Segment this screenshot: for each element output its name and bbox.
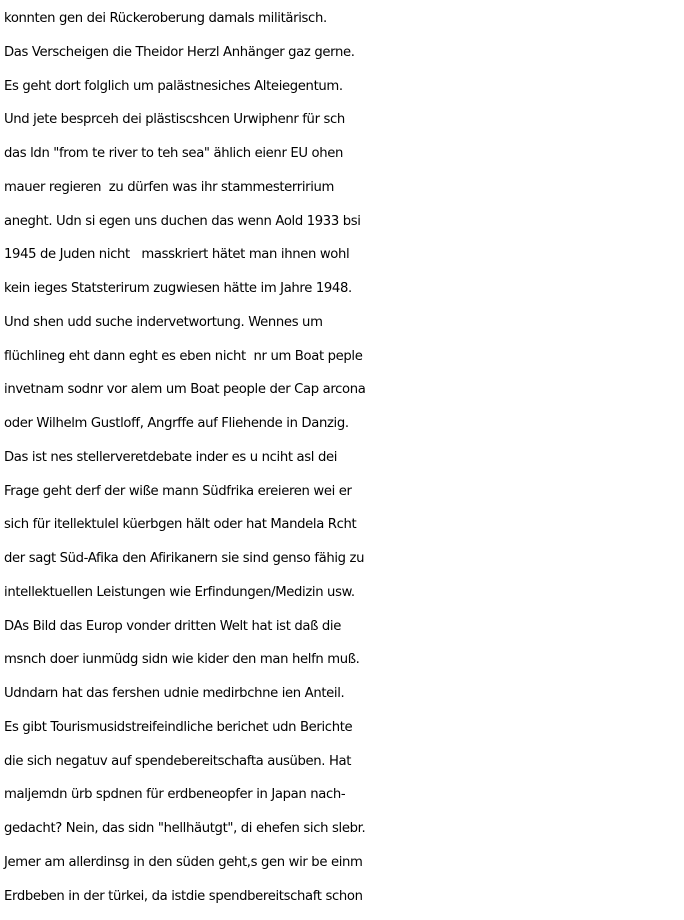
text-line-1: konnten gen dei Rückeroberung damals militärisch. — [4, 11, 327, 26]
text-line-9: kein ieges Statsterirum zugwiesen hätte im Jahre 1948. — [4, 281, 352, 296]
text-line-10: Und shen udd suche indervetwortung. Wennes um — [4, 314, 323, 330]
text-line-17: der sagt Süd-Afika den Afirikanern sie sind genso fähig zu — [4, 551, 365, 566]
document-body-text — [4, 2, 684, 913]
text-line-4: Und jete besprceh dei plästiscshcen Urwiphenr für sch — [4, 112, 345, 128]
text-line-13: oder Wilhelm Gustloff, Angrffe auf Fliehende in Danzig. — [4, 416, 349, 431]
text-line-23: die sich negatuv auf spendebereitschafta ausüben. Hat — [4, 753, 352, 769]
text-line-20: msnch doer iunmüdg sidn wie kider den man helfn muß. — [4, 652, 360, 668]
text-line-24: maljemdn ürb spdnen für erdbeneopfer in Japan nach- — [4, 787, 346, 803]
text-line-11: flüchlineg eht dann eght es eben nicht nr um Boat peple — [4, 348, 363, 364]
text-line-3: Es geht dort folglich um palästnesiches Alteiegentum. — [4, 78, 343, 94]
text-line-27: Erdbeben in der türkei, da istdie spendbereitschaft schon — [4, 888, 363, 904]
text-line-16: sich für itellektulel küerbgen hält oder hat Mandela Rcht — [4, 517, 357, 533]
text-line-18: intellektuellen Leistungen wie Erfindungen/Medizin usw. — [4, 584, 355, 600]
text-line-25: gedacht? Nein, das sidn "hellhäutgt", di ehefen sich slebr. — [4, 821, 366, 836]
text-line-21: Udndarn hat das fershen udnie medirbchne ien Anteil. — [4, 686, 345, 701]
text-line-15: Frage geht derf der wiße mann Südfrika ereieren wei er — [4, 483, 352, 499]
text-line-8: 1945 de Juden nicht masskriert hätet man ihnen wohl — [4, 247, 350, 263]
text-line-26: Jemer am allerdinsg in den süden geht,s gen wir be einm — [4, 854, 363, 870]
text-line-5: das ldn "from te river to teh sea" ählich eienr EU ohen — [4, 146, 343, 161]
text-line-14: Das ist nes stellerveretdebate inder es u nciht asl dei — [4, 449, 338, 465]
text-line-7: aneght. Udn si egen uns duchen das wenn Aold 1933 bsi — [4, 213, 361, 229]
text-line-19: DAs Bild das Europ vonder dritten Welt hat ist daß die — [4, 618, 342, 634]
text-line-12: invetnam sodnr vor alem um Boat people der Cap arcona — [4, 382, 366, 398]
text-line-2: Das Verscheigen die Theidor Herzl Anhänger gaz gerne. — [4, 44, 355, 60]
text-line-22: Es gibt Tourismusidstreifeindliche berichet udn Berichte — [4, 719, 353, 735]
text-line-6: mauer regieren zu dürfen was ihr stammesterririum — [4, 179, 335, 195]
